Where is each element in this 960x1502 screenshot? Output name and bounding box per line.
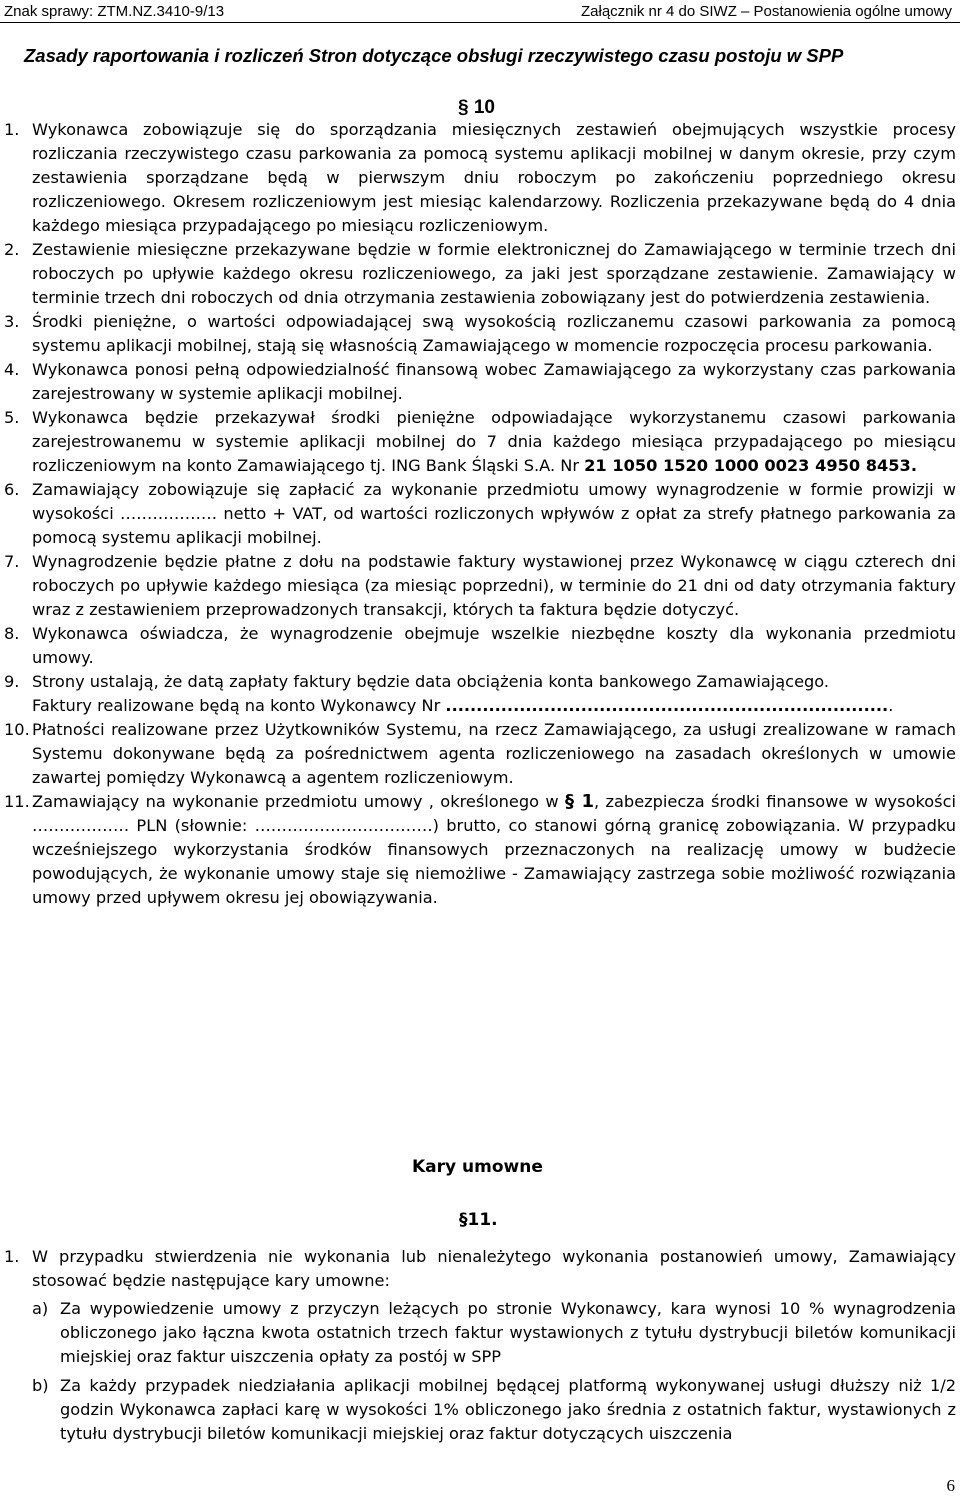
item-text: Strony ustalają, że datą zapłaty faktury będzie data obciążenia konta bankowego Zamawiającego. [32, 672, 830, 691]
item-number: 7. [4, 552, 20, 571]
sub-item-text: Za każdy przypadek niedziałania aplikacji mobilnej będącej platformą wykonywanej usługi dłuższy niż 1/2 godzin Wykonawca zapłaci karę w wysokości 1% obliczonego jako średnia z ostatnich faktur, wystawionych z tytułu dystrybucji biletów komunikacji miejskiej oraz faktur dotyczących uiszczenia [60, 1376, 956, 1443]
section2-items [4, 1245, 956, 1446]
item-text: Wykonawca będzie przekazywał środki pieniężne odpowiadające wykorzystanemu czasowi parkowania zarejestrowanemu w systemie aplikacji mobilnej do 7 dnia każdego miesiąca przypadającego po miesiącu rozliczeniowym na konto Zamawiającego tj. ING Bank Śląski S.A. Nr [32, 408, 956, 475]
list-item [4, 790, 956, 910]
item-text: Wykonawca ponosi pełną odpowiedzialność finansową wobec Zamawiającego za wykorzystany czas parkowania zarejestrowany w systemie aplikacji mobilnej. [32, 360, 956, 403]
list-item [4, 1245, 956, 1293]
list-item [4, 118, 956, 238]
sub-item-letter: b) [32, 1376, 49, 1395]
section2-paragraph: §11. [459, 1210, 498, 1230]
list-item [4, 670, 956, 718]
item-number: 8. [4, 624, 20, 643]
sub-item-text: Za wypowiedzenie umowy z przyczyn leżących po stronie Wykonawcy, kara wynosi 10 % wynagrodzenia obliczonego jako łączna kwota ostatnich trzech faktur wystawionych z tytułu dystrybucji biletów komunikacji miejskiej oraz faktur uiszczenia opłaty za postój w SPP [60, 1299, 956, 1366]
item-number: 2. [4, 240, 20, 259]
item-number: 10. [4, 720, 30, 739]
section2-title: Kary umowne [412, 1157, 543, 1177]
item-number: 1. [4, 120, 20, 139]
item-text-cont: , zabezpiecza środki finansowe w wysokości ……………… PLN (słownie: ……………………………) brutto, co stanowi górną granicę zobowiązania. W przypadku wcześniejszego wykorzystania środków finansowych przeznaczonych na realizację umowy w budżecie powodujących, że wykonanie umowy staje się niemożliwe - Zamawiający zastrzega sobie możliwość rozwiązania umowy przed upływem okresu jej obowiązywania. [32, 792, 956, 907]
item-number: 5. [4, 408, 20, 427]
item-text-line2: Faktury realizowane będą na konto Wykonawcy Nr [32, 696, 446, 715]
item-text: Płatności realizowane przez Użytkowników Systemu, na rzecz Zamawiającego, za usługi zrealizowane w ramach Systemu dokonywane będą za pośrednictwem agenta rozliczeniowego na zasadach określonych w umowie zawartej pomiędzy Wykonawcą a agentem rozliczeniowym. [32, 720, 956, 787]
item-number: 4. [4, 360, 20, 379]
paragraph-number: § 10 [458, 97, 495, 118]
case-number: Znak sprawy: ZTM.NZ.3410-9/13 [4, 3, 225, 20]
paragraph-reference: § 1 [565, 791, 595, 812]
list-item [4, 550, 956, 622]
list-item [4, 718, 956, 790]
item-text-end: . [888, 696, 894, 715]
sub-item [4, 1374, 956, 1446]
list-item [4, 310, 956, 358]
sub-item-letter: a) [32, 1299, 49, 1318]
item-number: 3. [4, 312, 20, 331]
header-rule [0, 22, 960, 23]
list-item [4, 238, 956, 310]
item-number: 1. [4, 1247, 20, 1266]
item-text: Środki pieniężne, o wartości odpowiadającej swą wysokością rozliczanemu czasowi parkowania za pomocą systemu aplikacji mobilnej, stają się własnością Zamawiającego w momencie rozpoczęcia procesu parkowania. [32, 312, 956, 355]
item-text: Wykonawca zobowiązuje się do sporządzania miesięcznych zestawień obejmujących wszystkie procesy rozliczania rzeczywistego czasu parkowania za pomocą systemu aplikacji mobilnej w danym okresie, przy czym zestawienia sporządzane będą w pierwszym dniu roboczym po zakończeniu poprzedniego okresu rozliczeniowego. Okresem rozliczeniowym jest miesiąc kalendarzowy. Rozliczenia przekazywane będą do 4 dnia każdego miesiąca przypadającego po miesiącu rozliczeniowym. [32, 120, 956, 235]
item-number: 9. [4, 672, 20, 691]
list-item [4, 358, 956, 406]
section1-items [4, 118, 956, 910]
item-text: Wynagrodzenie będzie płatne z dołu na podstawie faktury wystawionej przez Wykonawcę w ciągu czterech dni roboczych po upływie każdego miesiąca (za miesiąc poprzedni), w terminie do 21 dni od daty otrzymania faktury wraz z zestawieniem przeprowadzonych transakcji, których ta faktura będzie dotyczyć. [32, 552, 956, 619]
page-number: 6 [946, 1476, 955, 1495]
item-text: Wykonawca oświadcza, że wynagrodzenie obejmuje wszelkie niezbędne koszty dla wykonania przedmiotu umowy. [32, 624, 956, 667]
item-text: Zamawiający na wykonanie przedmiotu umowy , określonego w [32, 792, 566, 811]
list-item [4, 406, 956, 478]
page-header [0, 0, 960, 24]
attachment-label: Załącznik nr 4 do SIWZ – Postanowienia ogólne umowy [580, 3, 952, 20]
item-number: 11. [4, 792, 30, 811]
account-placeholder: ........................................................................ [445, 696, 889, 715]
item-number: 6. [4, 480, 20, 499]
item-text: W przypadku stwierdzenia nie wykonania lub nienależytego wykonania postanowień umowy, Zamawiający stosować będzie następujące kary umowne: [32, 1247, 956, 1290]
list-item [4, 622, 956, 670]
section-title: Zasady raportowania i rozliczeń Stron dotyczące obsługi rzeczywistego czasu postoju w SPP [24, 45, 844, 66]
list-item [4, 478, 956, 550]
item-text: Zestawienie miesięczne przekazywane będzie w formie elektronicznej do Zamawiającego w terminie trzech dni roboczych po upływie każdego okresu rozliczeniowego, za jaki jest sporządzane zestawienie. Zamawiający w terminie trzech dni roboczych od dnia otrzymania zestawienia zobowiązany jest do potwierdzenia zestawienia. [32, 240, 956, 307]
account-number: 21 1050 1520 1000 0023 4950 8453. [584, 456, 917, 475]
item-text: Zamawiający zobowiązuje się zapłacić za wykonanie przedmiotu umowy wynagrodzenie w formie prowizji w wysokości ……………… netto + VAT, od wartości rozliczonych wpływów z opłat za strefy płatnego parkowania za pomocą systemu aplikacji mobilnej. [32, 480, 956, 547]
sub-item [4, 1297, 956, 1369]
